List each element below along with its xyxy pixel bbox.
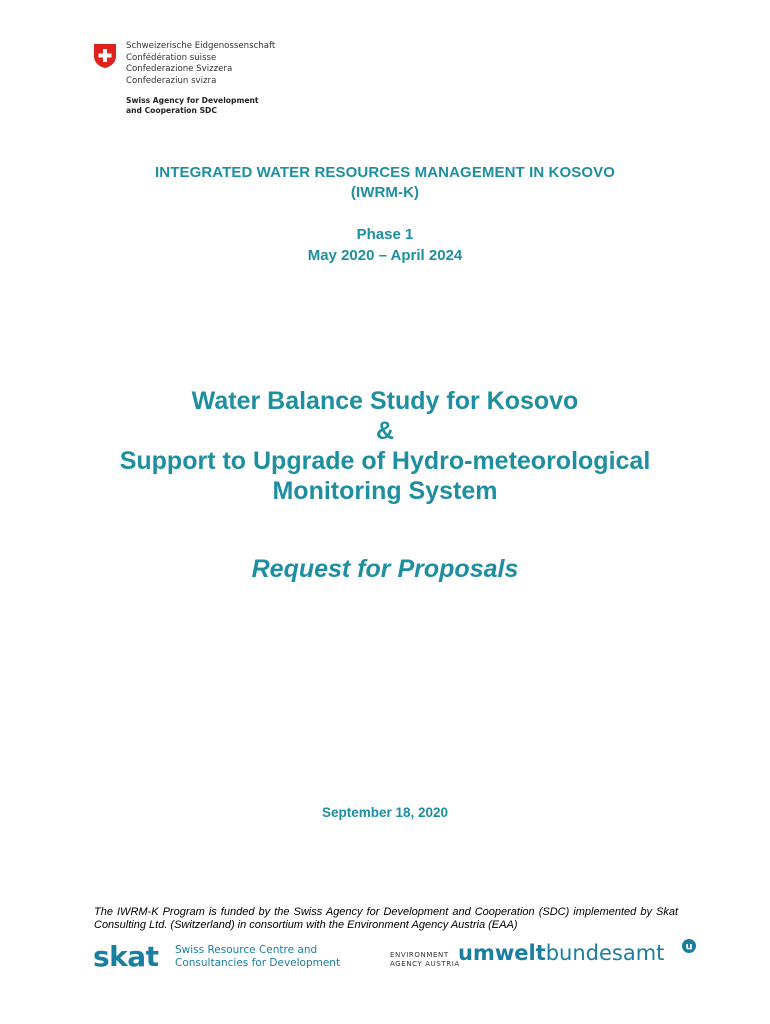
confederation-names <box>126 41 275 87</box>
skat-wordmark: skat <box>93 940 159 973</box>
skat-tagline <box>175 944 340 969</box>
phase-label: Phase 1 <box>356 226 414 243</box>
confederation-line-it: Confederazione Svizzera <box>126 64 233 74</box>
study-title-line3: Support to Upgrade of Hydro-meteorological <box>119 447 651 475</box>
funding-note: The IWRM-K Program is funded by the Swiss Agency for Development and Cooperation (SDC) implemented by Skat Consulting Ltd. (Switzerland) in consortium with the Environment Agency Austria (EAA) <box>94 906 678 931</box>
program-title-line1: INTEGRATED WATER RESOURCES MANAGEMENT IN KOSOVO <box>155 164 615 181</box>
study-title <box>0 386 770 506</box>
confederation-line-fr: Confédération suisse <box>126 52 217 63</box>
program-phase <box>0 224 770 266</box>
uba-caption-line1: ENVIRONMENT <box>390 951 449 959</box>
skat-tagline-line2: Consultancies for Development <box>175 956 341 969</box>
study-title-line1: Water Balance Study for Kosovo <box>191 387 579 415</box>
confederation-line-rm: Confederaziun svizra <box>126 75 217 86</box>
uba-wordmark-bold: umwelt <box>458 941 546 965</box>
uba-mark-icon <box>682 939 696 953</box>
uba-caption-line2: AGENCY AUSTRIA <box>390 960 460 968</box>
agency-line-1: Swiss Agency for Development <box>126 96 259 105</box>
document-type: Request for Proposals <box>251 555 519 583</box>
skat-tagline-line1: Swiss Resource Centre and <box>175 944 318 956</box>
study-title-line4: Monitoring System <box>272 477 498 505</box>
uba-wordmark <box>458 941 664 965</box>
program-title <box>0 163 770 203</box>
sdc-agency-name <box>126 96 259 116</box>
swiss-shield-icon <box>93 43 117 69</box>
document-date: September 18, 2020 <box>321 805 449 820</box>
uba-mark-letter: u <box>685 941 693 953</box>
agency-line-2: and Cooperation SDC <box>126 106 217 115</box>
program-title-line2: (IWRM-K) <box>350 184 420 201</box>
umweltbundesamt-logo <box>390 941 700 981</box>
confederation-line-de: Schweizerische Eidgenossenschaft <box>126 41 276 51</box>
study-title-line2: & <box>375 417 395 445</box>
uba-caption <box>390 951 460 969</box>
phase-period: May 2020 – April 2024 <box>307 247 463 264</box>
uba-wordmark-rest: bundesamt <box>545 941 665 965</box>
